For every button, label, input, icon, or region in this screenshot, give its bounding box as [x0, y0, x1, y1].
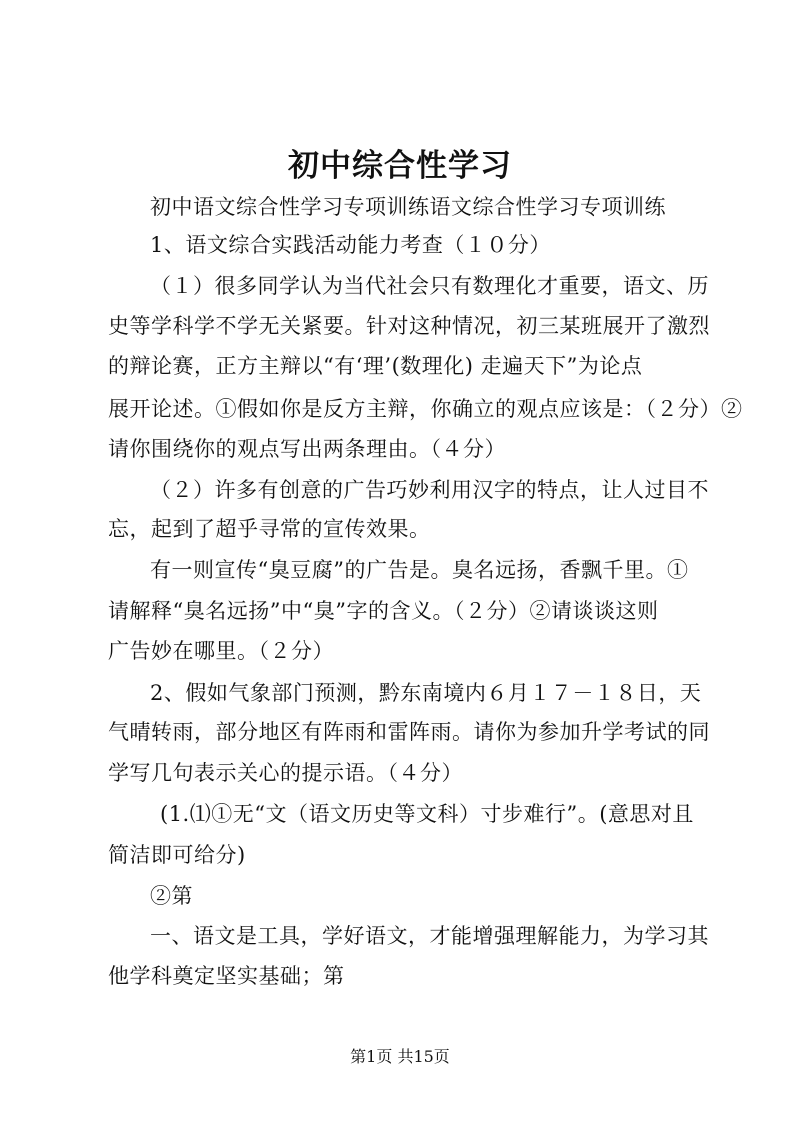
text-line: 2、假如气象部门预测，黔东南境内６月１７－１８日，天 — [150, 681, 702, 705]
text-line: 1、语文综合实践活动能力考查（１０分） — [150, 233, 551, 257]
text-line: 一、语文是工具，学好语文，才能增强理解能力，为学习其 — [150, 924, 709, 948]
text-line: 请你围绕你的观点写出两条理由。（４分） — [108, 437, 506, 461]
text-line: （２）许多有创意的广告巧妙利用汉字的特点，让人过目不 — [150, 478, 709, 502]
text-line: （１）很多同学认为当代社会只有数理化才重要，语文、历 — [150, 274, 709, 298]
text-line: 他学科奠定坚实基础；第 — [108, 964, 345, 988]
text-line: 的辩论赛，正方主辩以“有‘理’(数理化) 走遍天下”为论点 — [108, 354, 643, 378]
text-line: 学写几句表示关心的提示语。（４分） — [108, 761, 463, 785]
text-line: (1.⑴①无“文（语文历史等文科）寸步难行”。(意思对且 — [160, 802, 694, 826]
text-line: 气晴转雨，部分地区有阵雨和雷阵雨。请你为参加升学考试的同 — [108, 720, 710, 744]
text-line: 简洁即可给分) — [108, 843, 246, 867]
page-number-footer: 第1页 共15页 — [350, 1047, 450, 1066]
text-line: 有一则宣传“臭豆腐”的广告是。臭名远扬，香飘千里。① — [150, 558, 689, 582]
text-line: ②第 — [150, 884, 193, 908]
text-line: 展开论述。①假如你是反方主辩，你确立的观点应该是：（２分）② — [108, 397, 743, 421]
text-line: 史等学科学不学无关紧要。针对这种情况，初三某班展开了激烈 — [108, 314, 710, 338]
text-line: 忘，起到了超乎寻常的宣传效果。 — [108, 517, 431, 541]
text-line: 初中语文综合性学习专项训练语文综合性学习专项训练 — [150, 195, 666, 219]
document-title: 初中综合性学习 — [288, 148, 512, 184]
text-line: 请解释“臭名远扬”中“臭”字的含义。（２分）②请谈谈这则 — [108, 599, 659, 623]
text-line: 广告妙在哪里。（２分） — [108, 639, 334, 663]
